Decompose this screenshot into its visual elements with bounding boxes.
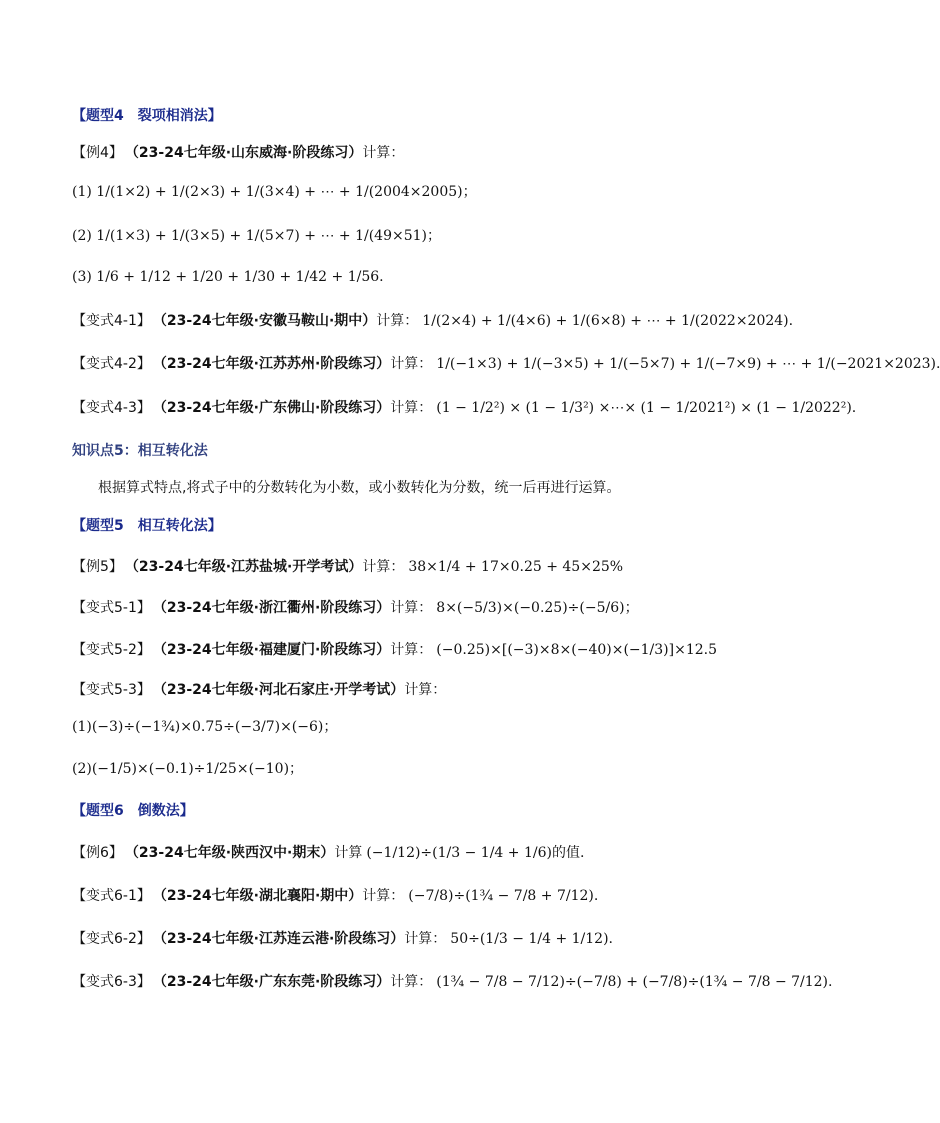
expression-text: (3) 1/6 + 1/12 + 1/20 + 1/30 + 1/42 + 1/56. [72, 269, 384, 285]
problem-line [72, 598, 639, 618]
problem-label: 【变式4-3】 [72, 400, 151, 416]
problem-expression: 50÷(1/3 − 1/4 + 1/12). [450, 931, 613, 947]
problem-source: （23-24七年级·江苏苏州·阶段练习） [152, 356, 391, 372]
problem-lead: 计算 [334, 845, 363, 861]
problem-lead: 计算： [390, 400, 433, 416]
problem-label: 【变式4-2】 [72, 356, 151, 372]
problem-line [72, 929, 613, 949]
problem-source: （23-24七年级·江苏盐城·开学考试） [124, 559, 363, 575]
problem-line [72, 640, 717, 660]
problem-source: （23-24七年级·福建厦门·阶段练习） [152, 642, 391, 658]
expression-text: (2)(−1/5)×(−0.1)÷1/25×(−10)； [72, 761, 304, 777]
math-expression [72, 267, 384, 287]
problem-line [72, 680, 446, 700]
problem-lead: 计算： [362, 559, 405, 575]
math-expression [72, 759, 303, 779]
math-expression [72, 226, 441, 246]
problem-lead: 计算： [404, 682, 447, 698]
expression-text: (2) 1/(1×3) + 1/(3×5) + 1/(5×7) + ⋯ + 1/(49×51)； [72, 228, 441, 244]
problem-label: 【变式4-1】 [72, 313, 151, 329]
problem-source: （23-24七年级·山东威海·阶段练习） [124, 145, 363, 161]
problem-line [72, 886, 598, 906]
problem-lead: 计算： [390, 356, 433, 372]
problem-expression: 38×1/4 + 17×0.25 + 45×25% [408, 559, 624, 575]
problem-expression: (1 − 1/2²) × (1 − 1/3²) ×⋯× (1 − 1/2021²) × (1 − 1/2022²). [436, 400, 857, 416]
knowledge-point-heading: 知识点5：相互转化法 [72, 443, 208, 459]
problem-lead: 计算： [362, 888, 405, 904]
problem-source: （23-24七年级·安徽马鞍山·期中） [152, 313, 377, 329]
problem-line [72, 143, 404, 163]
section-heading: 【题型5 相互转化法】 [72, 518, 222, 534]
problem-expression: 1/(2×4) + 1/(4×6) + 1/(6×8) + ⋯ + 1/(2022×2024). [422, 313, 794, 329]
section-heading: 【题型4 裂项相消法】 [72, 108, 222, 124]
problem-expression: (−7/8)÷(1¾ − 7/8 + 7/12). [408, 888, 599, 904]
paragraph: 根据算式特点,将式子中的分数转化为小数，或小数转化为分数，统一后再进行运算。 [98, 480, 621, 496]
problem-lead: 计算： [376, 313, 419, 329]
problem-line [72, 557, 623, 577]
problem-expression: (1¾ − 7/8 − 7/12)÷(−7/8) + (−7/8)÷(1¾ − 7/8 − 7/12). [436, 974, 833, 990]
problem-label: 【变式5-1】 [72, 600, 151, 616]
problem-line [72, 354, 940, 374]
math-expression [72, 182, 477, 202]
problem-line [72, 972, 832, 992]
problem-source: （23-24七年级·陕西汉中·期末） [124, 845, 335, 861]
problem-line [72, 311, 793, 331]
problem-label: 【变式6-1】 [72, 888, 151, 904]
problem-source: （23-24七年级·河北石家庄·开学考试） [152, 682, 405, 698]
problem-source: （23-24七年级·湖北襄阳·期中） [152, 888, 363, 904]
problem-source: （23-24七年级·广东佛山·阶段练习） [152, 400, 391, 416]
problem-label: 【变式5-3】 [72, 682, 151, 698]
problem-expression: (−1/12)÷(1/3 − 1/4 + 1/6)的值. [366, 845, 585, 861]
problem-line [72, 398, 856, 418]
problem-source: （23-24七年级·江苏连云港·阶段练习） [152, 931, 405, 947]
expression-text: (1)(−3)÷(−1¾)×0.75÷(−3/7)×(−6)； [72, 719, 338, 735]
problem-lead: 计算： [404, 931, 447, 947]
problem-label: 【例5】 [72, 559, 123, 575]
problem-source: （23-24七年级·广东东莞·阶段练习） [152, 974, 391, 990]
expression-text: (1) 1/(1×2) + 1/(2×3) + 1/(3×4) + ⋯ + 1/(2004×2005)； [72, 184, 477, 200]
problem-lead: 计算： [362, 145, 405, 161]
math-expression [72, 717, 337, 737]
problem-expression: (−0.25)×[(−3)×8×(−40)×(−1/3)]×12.5 [436, 642, 717, 658]
section-heading: 【题型6 倒数法】 [72, 803, 194, 819]
problem-label: 【变式5-2】 [72, 642, 151, 658]
problem-lead: 计算： [390, 642, 433, 658]
problem-label: 【例4】 [72, 145, 123, 161]
problem-label: 【变式6-3】 [72, 974, 151, 990]
problem-lead: 计算： [390, 974, 433, 990]
problem-label: 【变式6-2】 [72, 931, 151, 947]
problem-label: 【例6】 [72, 845, 123, 861]
problem-lead: 计算： [390, 600, 433, 616]
problem-source: （23-24七年级·浙江衢州·阶段练习） [152, 600, 391, 616]
problem-line [72, 843, 584, 863]
problem-expression: 1/(−1×3) + 1/(−3×5) + 1/(−5×7) + 1/(−7×9) + ⋯ + 1/(−2021×2023). [436, 356, 940, 372]
problem-expression: 8×(−5/3)×(−0.25)÷(−5/6)； [436, 600, 639, 616]
